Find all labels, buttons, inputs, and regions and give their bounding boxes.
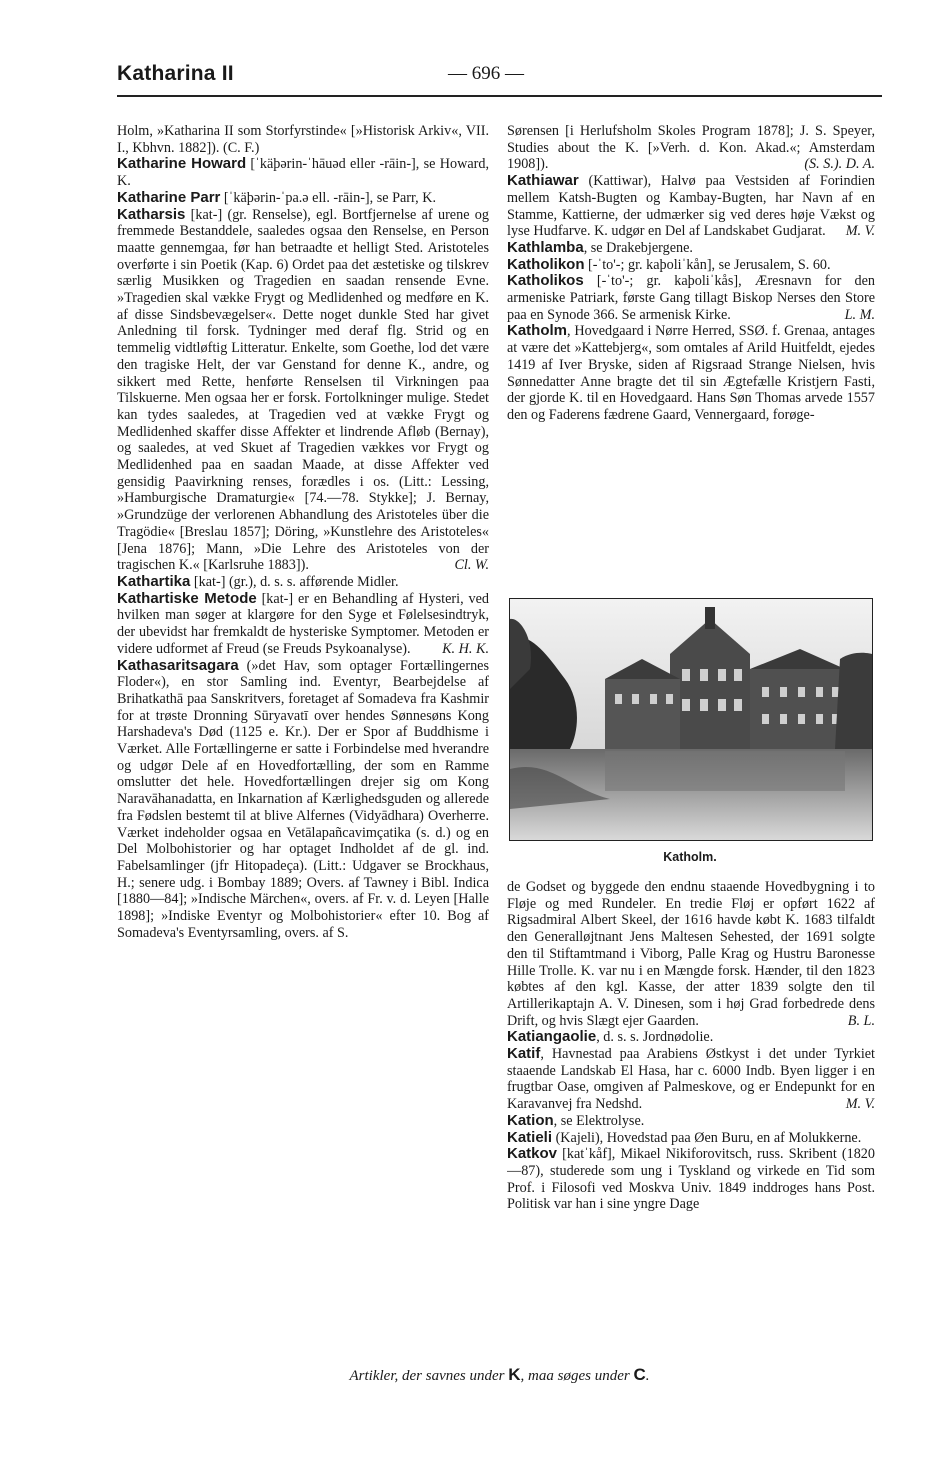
entry-signature: K. H. K. (442, 640, 489, 657)
entry-headword: Katholikos (507, 272, 584, 290)
entry-text: (Kattiwar), Halvø paa Vestsiden af Forindien mellem Katsh-Bugten og Kambay-Bugten, har Navn af en Stamme, Kattierne, der udmærker sig ved deres høje Vækst og lyse Hudfarve. K. udgør en Del af Landskabet Gudjarat. (507, 173, 875, 240)
entry-headword: Katharine Parr (117, 188, 221, 206)
left-column (117, 123, 489, 1345)
katholm-photo-image (510, 599, 872, 840)
entry (507, 879, 875, 1029)
entry-text: Sørensen [i Herlufsholm Skoles Program 1878]; J. S. Speyer, Studies about the K. [»Verh. d. Kon. Akad.«; Amsterdam 1908]). (507, 123, 875, 173)
right-column-top (507, 123, 875, 593)
entry-headword: Kathartiske Metode (117, 589, 257, 607)
entry-text: [katˈkåf], Mikael Nikiforovitsch, russ. Skribent (1820—87), studerede som ung i Tyskland og virkede en Tid som Prof. i Filosofi ved Moskva Univ. 1849 inddroges hans Post. Politisk var han i sine yngre Dage (507, 1146, 875, 1213)
entry (117, 591, 489, 658)
entry-text: , se Drakebjergene. (583, 239, 693, 256)
entry (507, 1029, 875, 1046)
entry (507, 123, 875, 173)
entry-headword: Katieli (507, 1128, 553, 1146)
entry-text: Holm, »Katharina II som Storfyrstinde« [»Historisk Arkiv«, VII. I., Kbhvn. 1882]). (C. F.) (117, 123, 489, 156)
entry-text: [-ˈto'-; gr. kaþoliˈkån], se Jerusalem, S. 60. (584, 256, 831, 273)
footer-note (117, 1365, 882, 1385)
entry-headword: Kation (507, 1111, 554, 1129)
header-rule (117, 95, 882, 97)
entry-text: , Havnestad paa Arabiens Østkyst i det under Tyrkiet staaende Landskab El Hasa, har c. 6000 Indb. Byen ligger i en frugtbar Oase, omgiven af Palmeskove, og er Endepunkt for en Karavanvej fra Nedshd. (507, 1046, 875, 1113)
entry-text: [ˈkäþərin-ˈpa.ə ell. -rāin-], se Parr, K. (220, 189, 437, 206)
footer-text-after: . (645, 1368, 650, 1384)
entry (507, 240, 875, 257)
photo-caption: Katholm. (663, 850, 717, 864)
entry-text: de Godset og byggede den endnu staaende Hovedbygning i to Fløje og med Rundeler. En tredie Fløj er opført 1622 af Rigsadmiral Albert Skeel, der 1616 havde købt K. 1683 tilfaldt den Generalløjtnant Jens Maltesen Sehested, der 1691 solgte den til Stiftamtmand i Viborg, Palle Krag og Hustru Baronesse Hille Trolle. K. var nu i en Mængde forsk. Hænder, til den 1823 købtes af den kgl. Kasse, der atter 1839 solgte den til Artillerikaptajn A. V. Dinesen, som i høj Grad forbedrede dens Drift, og hvis Slægt ejer Gaarden. (507, 879, 875, 1029)
entry-text: , Hovedgaard i Nørre Herred, SSØ. f. Grenaa, antages at være det »Kattebjerg«, som omtales af Arild Huitfeldt, ejedes 1419 af Iver Bryske, siden af Rigsraad Strange Nielsen, hvis Sønnedatter Anne bragte det til sin Ægtefælle Kristjern Fasti, der gjorde K. til en Hovedgaard. Hans Søn Thomas arvede 1557 den og Faderens fædrene Gaard, Vennergaard, forøge- (507, 323, 875, 423)
footer-letter-c: C (633, 1365, 646, 1384)
entry-text: , se Elektrolyse. (553, 1112, 645, 1129)
entry-headword: Katkov (507, 1145, 558, 1163)
entry (507, 173, 875, 240)
entry-headword: Katholikon (507, 255, 585, 273)
entry-signature: (S. S.). D. A. (804, 156, 875, 173)
entry-signature: M. V. (845, 1096, 875, 1113)
entry (507, 257, 875, 274)
entry-text: [-ˈto'-; gr. kaþoliˈkås], Æresnavn for den armeniske Patriark, første Gang tillagt Biskop Nerses den Store paa en Synode 366. Se armenisk Kirke. (507, 273, 875, 323)
entry (507, 273, 875, 323)
entry (117, 658, 489, 942)
entry-headword: Kathasaritsagara (117, 656, 239, 674)
entry (507, 1146, 875, 1213)
entry (117, 123, 489, 156)
entry-headword: Katiangaolie (507, 1028, 597, 1046)
entry-signature: L. M. (844, 306, 875, 323)
footer-text-middle: , maa søges under (520, 1368, 634, 1384)
entry-headword: Kathlamba (507, 238, 584, 256)
entry (507, 1130, 875, 1147)
page-number: — 696 — (448, 63, 524, 84)
entry-text: [kat-] er en Behandling af Hysteri, ved hvilken man søger at klargøre for den Syge et Følelsesindtryk, der ubevidst har fremkaldt de hysteriske Symptomer. Metoden er videre udformet af Freud (se Freuds Psykoanalyse). (117, 590, 489, 657)
footer-letter-k: K (508, 1365, 521, 1384)
entry-headword: Katharine Howard (117, 155, 247, 173)
entry-signature: M. V. (845, 223, 875, 240)
entry (507, 323, 875, 423)
entry-signature: B. L. (847, 1012, 875, 1029)
right-column-bottom (507, 879, 875, 1345)
entry-text: [kat-] (gr.), d. s. s. afførende Midler. (190, 573, 399, 590)
entry (507, 1113, 875, 1130)
entry (117, 207, 489, 574)
entry-signature: Cl. W. (454, 557, 489, 574)
entry (117, 190, 489, 207)
entry-headword: Katharsis (117, 205, 186, 223)
katholm-photo (509, 598, 873, 841)
footer-text-before: Artikler, der savnes under (349, 1368, 509, 1384)
entry (117, 574, 489, 591)
entry-headword: Katholm (507, 322, 567, 340)
entry-headword: Katif (507, 1045, 541, 1063)
entry-headword: Kathartika (117, 572, 191, 590)
entry (507, 1046, 875, 1113)
entry-text: (Kajeli), Hovedstad paa Øen Buru, en af Molukkerne. (552, 1129, 862, 1146)
entry-text: (»det Hav, som optager Fortællingernes Floder«), en stor Samling ind. Eventyr, Bearbejdelse af Brihatkathā paa Sanskritvers, foretaget af Somadeva fra Kashmir for at trøste Dronning Sūryavatī over hendes Sønnesøns Kong Harshadeva's Død (1125 e. Kr.). Der er Spor af Buddhisme i Værket. Alle Fortællingerne er satte i Forbindelse med hverandre og udgør Dele af en Hovedfortælling, der som en Ramme omslutter det hele. Hovedfortællingen drejer sig om Kong Naravāhanadatta, en Inkarnation af Kærlighedsguden og allerede fra Fødslen bestemt til at blive Alfernes (Vidyādhara) Overherre. Værket indeholder ogsaa en Vetālapañcavimçatika (s. d.) og en Del Molbohistorier og har optaget Indholdet af de gl. ind. Fabelsamlinger (jfr Hitopadeça). (Litt.: Udgaver se Brockhaus, H.; senere udg. i Bombay 1889; Overs. af Tawney i Bibl. Indica [1880—84]; »Indische Märchen«, overs. af Fr. v. d. Leyen [Halle 1898]; »Indiske Eventyr og Molbohistorier« efter 10. Bog af Somadeva's Eventyrsamling, overs. af S. (117, 657, 489, 941)
entry-text: , d. s. s. Jordnødolie. (596, 1029, 714, 1046)
entry-text: [kat-] (gr. Renselse), egl. Bortfjernelse af urene og fremmede Bestanddele, saaledes ogsaa den Renselse, en Person maatte gennemgaa, før han betraadte et helligt Sted. Aristoteles overførte i sin Poetik (Kap. 6) Ordet paa det æstetiske og tilskrev særlig Musikken og Tragedien en saadan rensende Evne. »Tragedien skal vække Frygt og Medlidenhed og medføre en K. af disse Sindsbevægelser«. Dette noget dunkle Sted har givet Anledning til forsk. Tydninger med deraf flg. Strid og en temmelig vidtløftig Litteratur. Enkelte, som Goethe, lod det være den tragiske Helt, der var Genstand for denne K., andre, og sikkert med Rette, henførte Renselsen til Virkningen paa Tilskuerne. Men ogsaa her er forsk. Fortolkninger mulige. Stedet kan tydes saaledes, at Tragedien ved at vække Frygt og Medlidenhed skaffer disse Affekter et lindrende Afløb (Bernay), og saaledes, at ved Skuet af Tragedien vækkes vor Frygt og Medlidenhed paa en saadan Maade, at disse Affekter ved gensidig Paavirkning renses, forædles i os. (Litt.: Lessing, »Hamburgische Dramaturgie« [74.—78. Stykke]; J. Bernay, »Grundzüge der verlorenen Abhandlung des Aristoteles über die Tragödie« [Breslau 1857]; Döring, »Kunstlehre des Aristoteles« [Jena 1876]; Mann, »Die Lehre des Aristoteles von der tragischen K.« [Karlsruhe 1883]). (117, 206, 489, 574)
entry-headword: Kathiawar (507, 172, 579, 190)
running-head-title: Katharina II (117, 62, 234, 85)
entry-text: [ˈkäþərin-ˈhāuəd eller -rāin-], se Howard, K. (117, 156, 489, 190)
entry (117, 156, 489, 189)
